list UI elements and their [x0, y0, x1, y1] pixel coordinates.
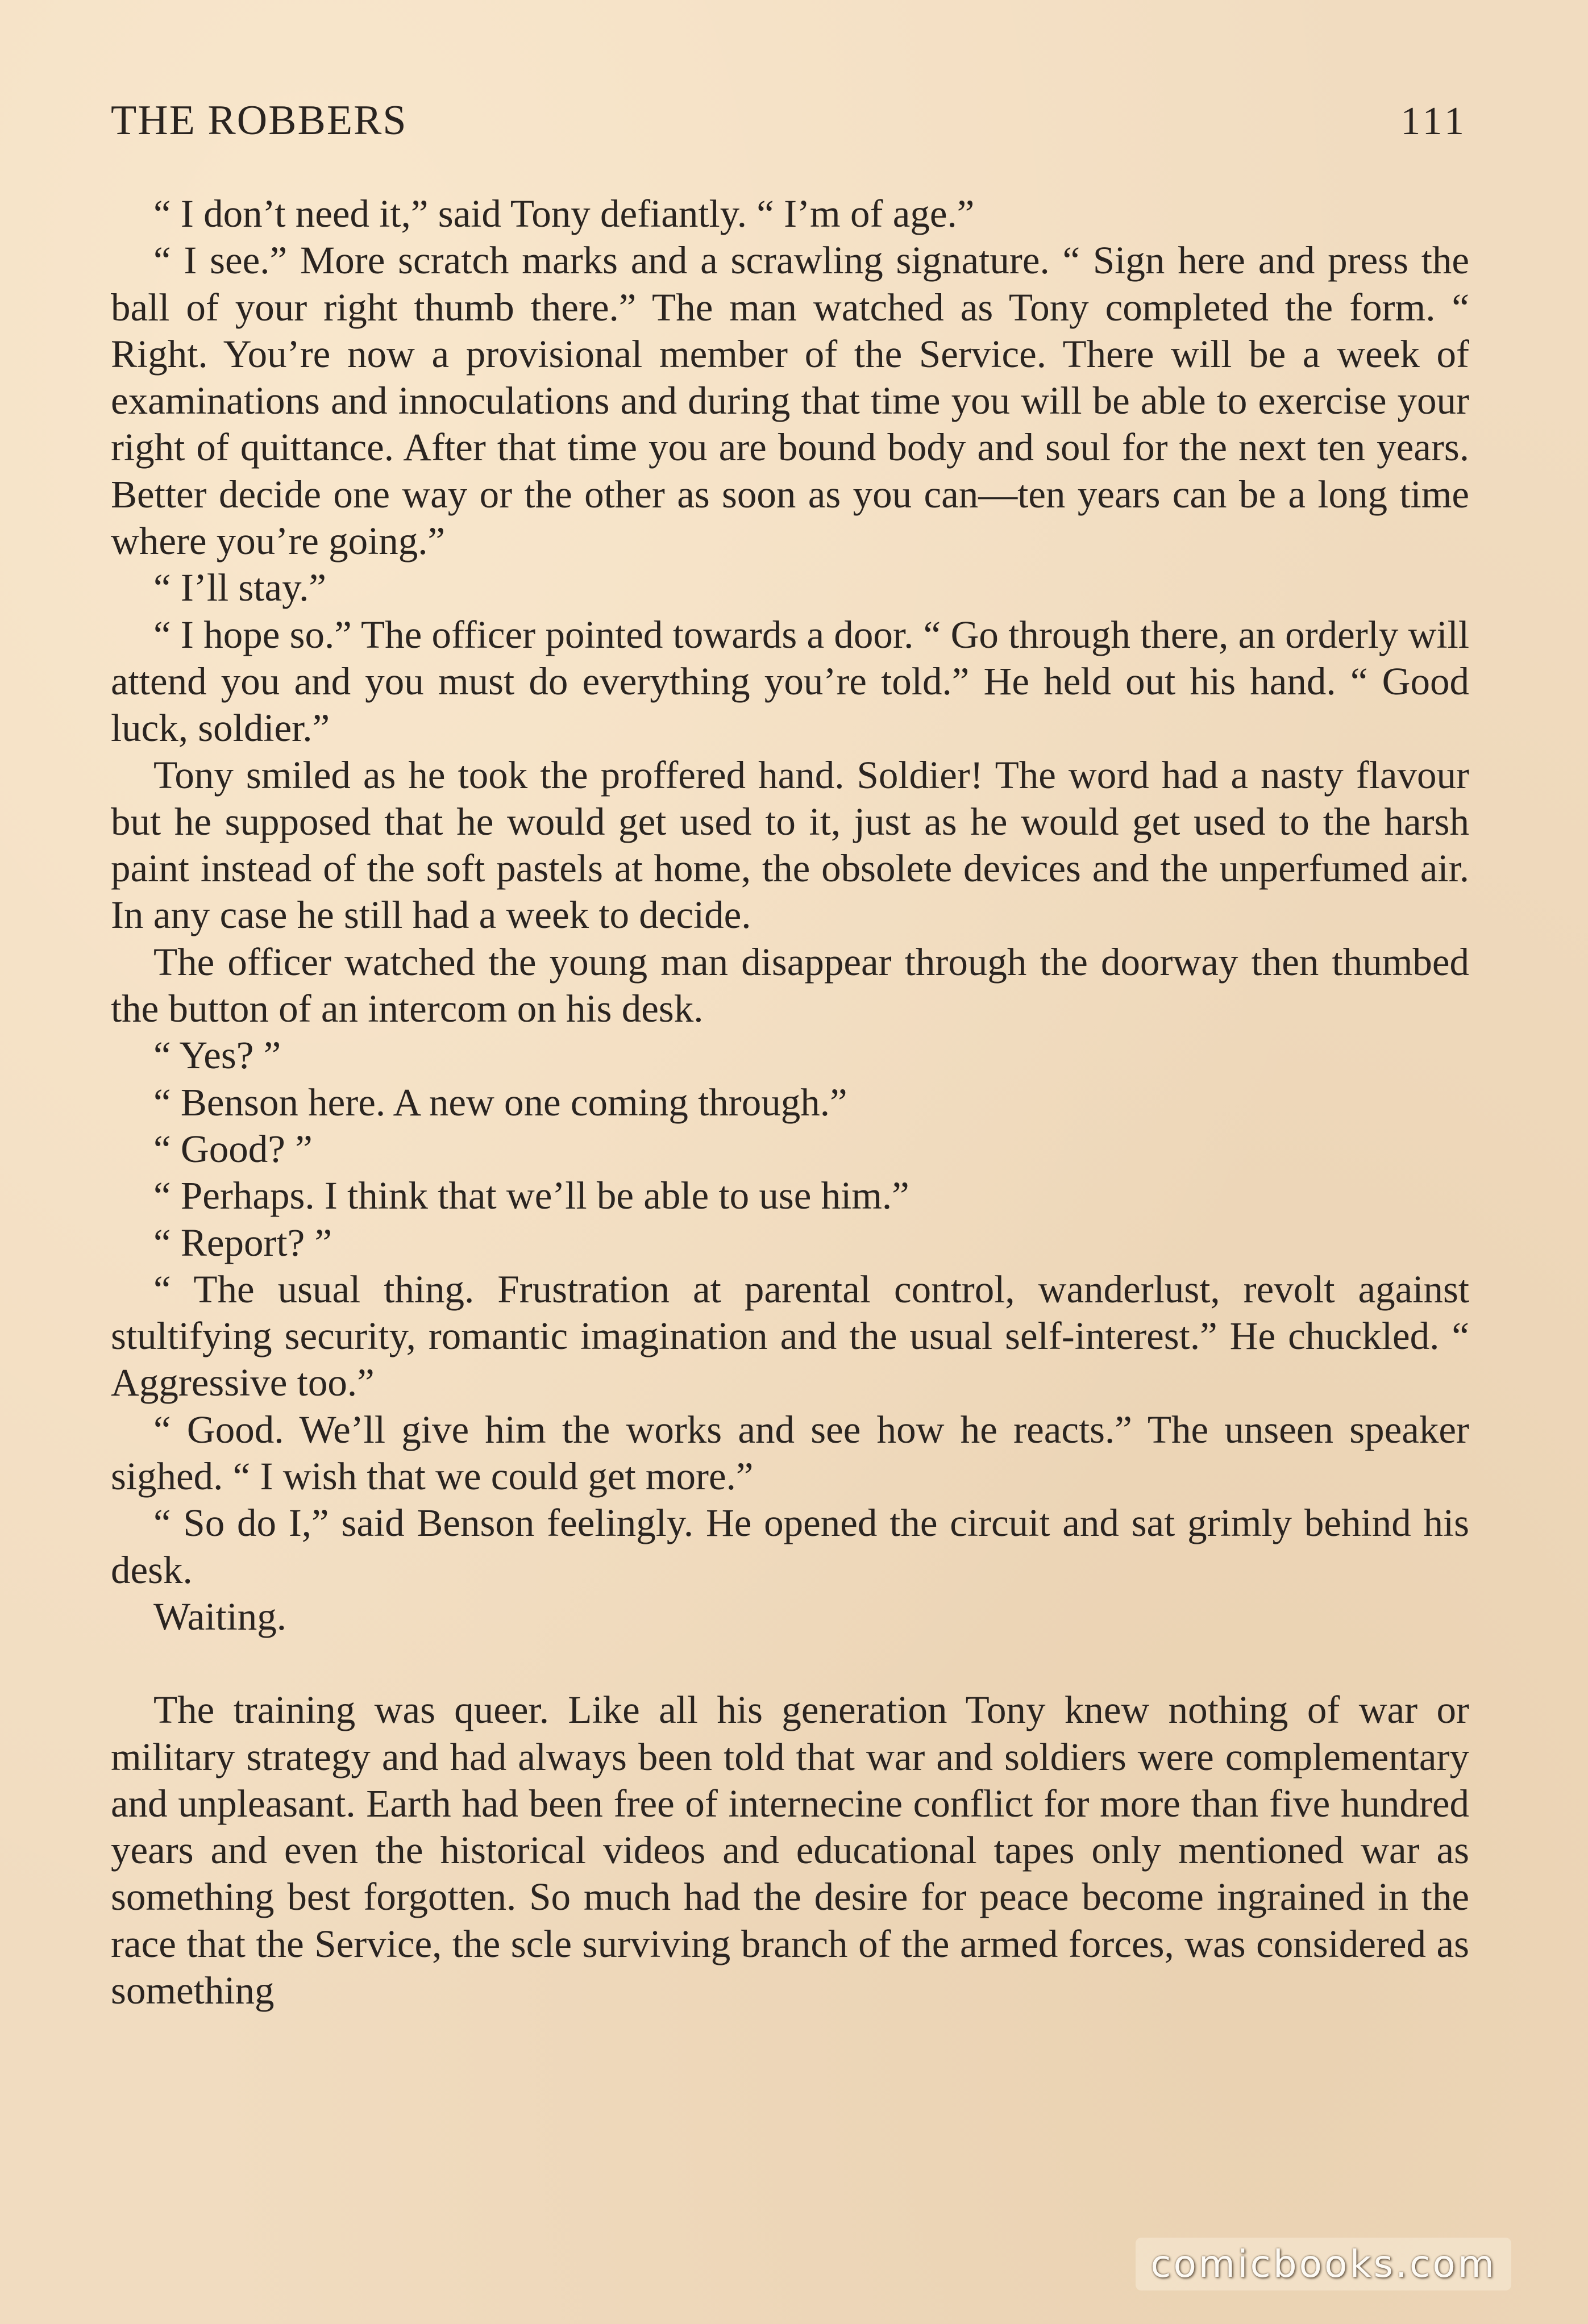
- paragraph: “ Good? ”: [153, 1127, 313, 1171]
- body-text: [111, 190, 1469, 2014]
- paragraph: “ Report? ”: [153, 1221, 332, 1264]
- page-header: [111, 97, 1468, 159]
- paragraph: “ I see.” More scratch marks and a scrawling signature. “ Sign here and press the ball of your right thumb there.” The man watched as Tony completed the form. “ Right. You’re now a provisional member of the Service. There will be a week of examinations and innoculations and during that time you will be able to exercise your right of quittance. After that time you are bound body and soul for the next ten years. Better decide one way or the other as soon as you can—ten years can be a long time where you’re going.”: [111, 239, 1469, 563]
- paragraph: “ Perhaps. I think that we’ll be able to use him.”: [153, 1174, 909, 1218]
- paragraph: The officer watched the young man disappear through the doorway then thumbed the button of an intercom on his desk.: [111, 940, 1469, 1031]
- paragraph: “ Yes? ”: [153, 1034, 281, 1077]
- section-break: [111, 1640, 1469, 1686]
- paragraph: “ I’ll stay.”: [153, 566, 326, 610]
- paragraph: “ Good. We’ll give him the works and see how he reacts.” The unseen speaker sighed. “ I wish that we could get more.”: [111, 1407, 1469, 1498]
- paragraph: “ I hope so.” The officer pointed towards a door. “ Go through there, an orderly will attend you and you must do everything you’re told.” He held out his hand. “ Good luck, soldier.”: [111, 613, 1469, 750]
- paragraph: Tony smiled as he took the proffered hand. Soldier! The word had a nasty flavour but he supposed that he would get used to it, just as he would get used to the harsh paint instead of the soft pastels at home, the obsolete devices and the unperfumed air. In any case he still had a week to decide.: [111, 753, 1469, 937]
- paragraph: “ So do I,” said Benson feelingly. He opened the circuit and sat grimly behind his desk.: [111, 1501, 1469, 1592]
- paragraph: The training was queer. Like all his generation Tony knew nothing of war or military strategy and had always been told that war and soldiers were complementary and unpleasant. Earth had been free of internecine conflict for more than five hundred years and even the historical videos and educational tapes only mentioned war as something best forgotten. So much had the desire for peace become ingrained in the race that the Service, the scle surviving branch of the armed forces, was considered as something: [111, 1688, 1469, 2012]
- paragraph: “ The usual thing. Frustration at parental control, wanderlust, revolt against stultifying security, romantic imagination and the usual self-interest.” He chuckled. “ Aggressive too.”: [111, 1267, 1469, 1405]
- paragraph: Waiting.: [153, 1594, 286, 1638]
- watermark: comicbooks.com: [1136, 2238, 1511, 2290]
- page-number: 111: [1400, 99, 1468, 143]
- running-title: THE ROBBERS: [111, 97, 408, 144]
- paragraph: “ I don’t need it,” said Tony defiantly. “ I’m of age.”: [153, 192, 975, 235]
- paragraph: “ Benson here. A new one coming through.”: [153, 1080, 847, 1124]
